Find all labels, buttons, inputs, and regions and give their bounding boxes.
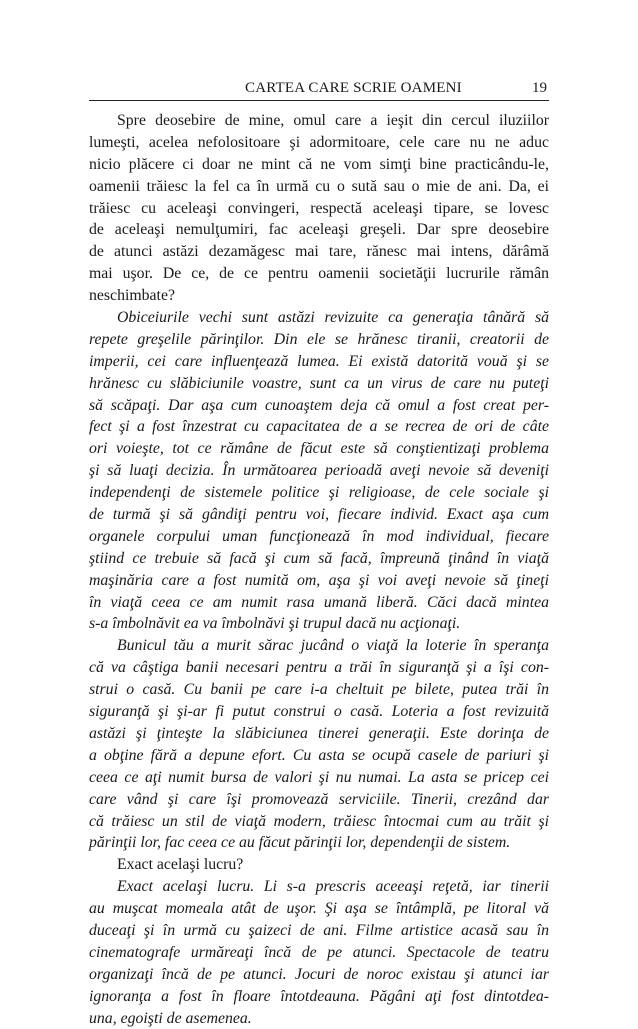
text-line: Exact acelaşi lucru? [117,856,244,874]
text-line: de aceleaşi nemulţumiri, fac aceleaşi greşeli. Dar spre deosebire [89,221,549,239]
text-line: cinematografe urmăreaţi încă de pe atunci. Spectacole de teatru [89,943,549,961]
text-line: au muşcat momeala atât de uşor. Şi aşa se întâmplă, pe litoral vă [89,900,549,918]
body-text [89,110,549,1029]
running-title: CARTEA CARE SCRIE OAMENI [245,80,462,96]
text-line: duceaţi şi în urmă cu şaizeci de ani. Filme artistice acasă sau în [89,921,549,939]
text-line: repete greşelile părinţilor. Din ele se hrănesc tiranii, creatorii de [89,330,549,348]
text-line: Spre deosebire de mine, omul care a ieşit din cercul iluziilor [117,112,549,129]
text-line: maşinăria care a fost numită om, aşa şi voi aveţi nevoie să ţineţi [89,571,549,589]
text-line: ori voieşte, tot ce rămâne de făcut este să conştientizaţi problema [89,440,549,458]
text-line: Obiceiurile vechi sunt astăzi revizuite ca generaţia tânără să [117,309,549,327]
text-line: imperii, cei care influenţează lumea. Ei există datorită vouă şi se [89,352,549,370]
text-line: şi să luaţi decizia. În următoarea perioadă aveţi nevoie să deveniţi [89,462,549,480]
text-line: trăiesc cu aceleaşi convingeri, respectă aceleaşi tipare, se lovesc [89,199,549,217]
text-line: că trăiesc un stil de viaţă modern, trăiesc întocmai cum au trăit şi [89,812,549,830]
text-line: independenţi de sistemele politice şi religioase, de cele sociale şi [89,484,549,502]
text-line: una, egoişti de asemenea. [89,1009,252,1027]
text-line: care vând şi care îşi promovează serviciile. Tinerii, crezând dar [89,790,549,808]
text-line: ştiind ce trebuie să facă şi cum să facă, împreună ţinând în viaţă [89,549,549,567]
text-line: s-a îmbolnăvit ea va îmbolnăvi şi trupul dacă nu acţionaţi. [89,615,461,633]
text-line: de turmă şi să gândiţi pentru voi, fiecare individ. Exact aşa cum [89,506,549,524]
text-line: strui o casă. Cu banii pe care i-a cheltuit pe bilete, putea trăi în [89,681,549,699]
text-line: de atunci astăzi dezamăgesc mai tare, rănesc mai intens, dărâmă [89,243,549,261]
page-number: 19 [532,80,547,96]
text-line: părinţii lor, fac ceea ce au făcut părinţii lor, dependenţii de sistem. [89,834,511,852]
text-line: Bunicul tău a murit sărac jucând o viaţă la loterie în speranţa [117,637,549,655]
text-line: siguranţă şi şi-ar fi putut construi o casă. Loteria a fost revizuită [89,703,549,721]
page-header [89,78,549,101]
text-line: astăzi şi ţinteşte la slăbiciunea tinerei generaţii. Este dorinţa de [89,724,549,742]
text-line: fect şi a fost înzestrat cu capacitatea de a se recrea de ori de câte [89,418,549,436]
text-line: lumeşti, acelea nefolositoare şi adormitoare, cele care nu ne aduc [89,133,549,151]
text-line: Exact acelaşi lucru. Li s-a prescris aceeaşi reţetă, iar tinerii [117,878,549,896]
text-line: mai uşor. De ce, de ce pentru oamenii societăţii lucrurile rămân [89,265,549,283]
text-line: organizaţi încă de pe atunci. Jocuri de noroc existau şi atunci iar [89,965,549,983]
text-line: oamenii trăiesc la fel ca în urmă cu o sută sau o mie de ani. Da, ei [89,177,549,195]
text-line: nicio plăcere ci doar ne mint că ne vom simţi bine practicându-le, [89,155,549,173]
text-line: a obţine fără a depune efort. Cu asta se ocupă casele de pariuri şi [89,746,549,764]
text-line: să scăpaţi. Dar aşa cum cunoaştem deja că omul a fost creat per- [89,396,549,414]
text-line: ceea ce aţi numit bursa de valori şi nu numai. La asta se pricep cei [89,768,549,786]
text-line: hrănesc cu slăbiciunile voastre, sunt ca un virus de care nu puteţi [89,374,549,392]
text-line: ignoranţa a fost în floare întotdeauna. Păgâni aţi fost dintotdea- [89,987,549,1005]
text-line: neschimbate? [89,287,175,305]
text-line: în viaţă ceea ce am numit rasa umană liberă. Căci dacă mintea [89,593,549,611]
text-line: organele corpului uman funcţionează în mod individual, fiecare [89,527,549,545]
text-line: că va câştiga banii necesari pentru a trăi în siguranţă şi a îşi con- [89,659,549,677]
